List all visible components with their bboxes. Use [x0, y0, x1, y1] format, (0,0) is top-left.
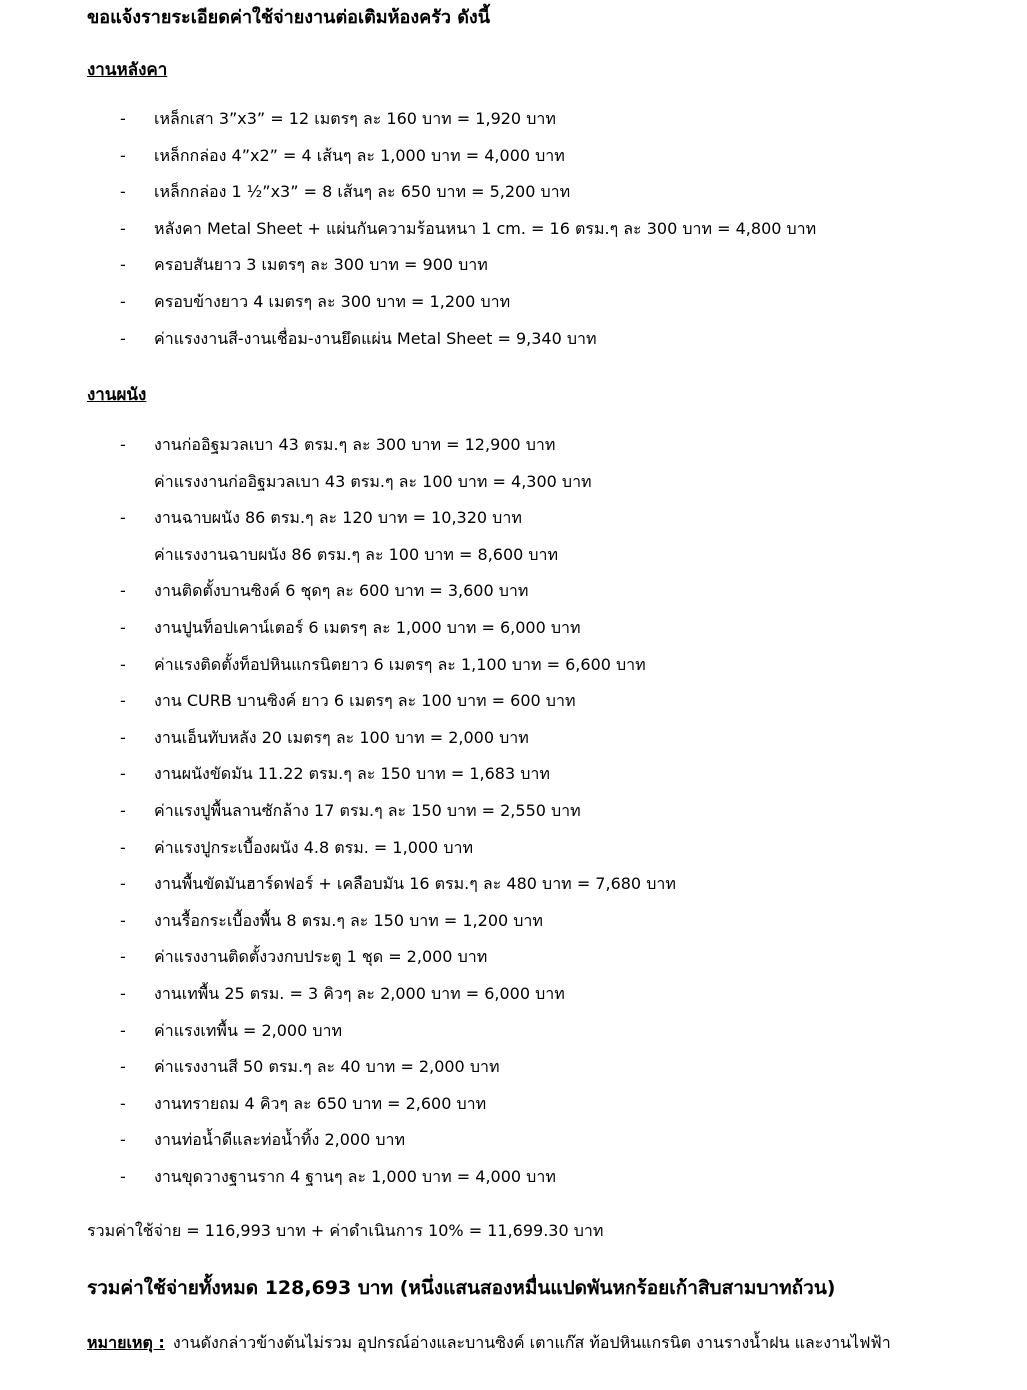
list-item-text: ค่าแรงงานก่ออิฐมวลเบา 43 ตรม.ๆ ละ 100 บาท = 4,300 บาท	[154, 471, 592, 491]
bullet-dash: -	[120, 255, 126, 275]
bullet-dash: -	[120, 218, 126, 238]
bullet-dash: -	[120, 654, 126, 674]
list-item-text: งาน CURB บานซิงค์ ยาว 6 เมตรๆ ละ 100 บาท = 600 บาท	[154, 691, 576, 711]
list-item-text: เหล็กกล่อง 1 ½”x3” = 8 เส้นๆ ละ 650 บาท = 5,200 บาท	[154, 182, 571, 202]
list-item-text: ค่าแรงเทพื้น = 2,000 บาท	[154, 1020, 343, 1040]
list-item-text: งานรื้อกระเบื้องพื้น 8 ตรม.ๆ ละ 150 บาท = 1,200 บาท	[154, 910, 543, 930]
bullet-dash: -	[120, 1057, 126, 1077]
bullet-dash: -	[120, 983, 126, 1003]
list-item-text: ครอบสันยาว 3 เมตรๆ ละ 300 บาท = 900 บาท	[154, 255, 488, 275]
list-item-text: งานปูนท็อปเคาน์เตอร์ 6 เมตรๆ ละ 1,000 บาท = 6,000 บาท	[154, 617, 581, 637]
bullet-dash: -	[120, 182, 126, 202]
list-item-text: งานเทพื้น 25 ตรม. = 3 คิวๆ ละ 2,000 บาท = 6,000 บาท	[154, 983, 565, 1003]
bullet-dash: -	[120, 947, 126, 967]
list-item-text: ค่าแรงงานสี 50 ตรม.ๆ ละ 40 บาท = 2,000 บาท	[154, 1057, 500, 1077]
bullet-dash: -	[120, 581, 126, 601]
bullet-dash: -	[120, 328, 126, 348]
remark-label: หมายเหตุ :	[87, 1333, 165, 1352]
list-item-text: เหล็กเสา 3”x3” = 12 เมตรๆ ละ 160 บาท = 1,920 บาท	[154, 109, 556, 128]
list-item-text: งานพื้นขัดมันฮาร์ดฟอร์ + เคลือบมัน 16 ตรม.ๆ ละ 480 บาท = 7,680 บาท	[154, 874, 676, 894]
bullet-dash: -	[120, 800, 126, 820]
list-item-text: หลังคา Metal Sheet + แผ่นกันความร้อนหนา 1 cm. = 16 ตรม.ๆ ละ 300 บาท = 4,800 บาท	[154, 218, 817, 238]
list-item-text: งานเอ็นทับหลัง 20 เมตรๆ ละ 100 บาท = 2,000 บาท	[154, 727, 529, 747]
list-item-text: ค่าแรงติดตั้งท็อปหินแกรนิตยาว 6 เมตรๆ ละ 1,100 บาท = 6,600 บาท	[154, 654, 646, 674]
list-item-text: เหล็กกล่อง 4”x2” = 4 เส้นๆ ละ 1,000 บาท = 4,000 บาท	[154, 145, 565, 165]
list-item-text: ครอบข้างยาว 4 เมตรๆ ละ 300 บาท = 1,200 บาท	[154, 291, 511, 311]
remark-text: งานดังกล่าวข้างต้นไม่รวม อุปกรณ์อ่างและบานซิงค์ เตาแก๊ส ท้อปหินแกรนิต งานรางน้ำฝน และงานไฟฟ้า	[172, 1333, 891, 1352]
list-item-text: ค่าแรงงานติดตั้งวงกบประตู 1 ชุด = 2,000 บาท	[154, 947, 488, 967]
list-item-text: งานท่อน้ำดีและท่อน้ำทิ้ง 2,000 บาท	[154, 1130, 406, 1150]
list-item-text: งานก่ออิฐมวลเบา 43 ตรม.ๆ ละ 300 บาท = 12,900 บาท	[154, 435, 556, 454]
bullet-dash: -	[120, 1130, 126, 1150]
bullet-dash: -	[120, 109, 126, 128]
list-item-text: ค่าแรงงานฉาบผนัง 86 ตรม.ๆ ละ 100 บาท = 8,600 บาท	[154, 544, 559, 564]
bullet-dash: -	[120, 764, 126, 784]
list-item-text: งานทรายถม 4 คิวๆ ละ 650 บาท = 2,600 บาท	[154, 1093, 487, 1113]
bullet-dash: -	[120, 691, 126, 711]
remark	[87, 1331, 891, 1356]
list-item-text: ค่าแรงปูกระเบื้องผนัง 4.8 ตรม. = 1,000 บาท	[154, 837, 473, 857]
bullet-dash: -	[120, 727, 126, 747]
bullet-dash: -	[120, 508, 126, 528]
bullet-dash: -	[120, 435, 126, 454]
intro-heading: ขอแจ้งรายระเอียดค่าใช้จ่ายงานต่อเติมห้องครัว ดังนี้	[87, 7, 491, 28]
bullet-dash: -	[120, 291, 126, 311]
list-item-text: งานติดตั้งบานซิงค์ 6 ชุดๆ ละ 600 บาท = 3,600 บาท	[154, 581, 529, 601]
bullet-dash: -	[120, 1093, 126, 1113]
bullet-dash: -	[120, 1166, 126, 1186]
bullet-dash: -	[120, 910, 126, 930]
bullet-dash: -	[120, 617, 126, 637]
list-item-text: ค่าแรงปูพื้นลานซักล้าง 17 ตรม.ๆ ละ 150 บาท = 2,550 บาท	[154, 800, 581, 820]
grand-total: รวมค่าใช้จ่ายทั้งหมด 128,693 บาท (หนึ่งแสนสองหมื่นแปดพันหกร้อยเก้าสิบสามบาทถ้วน)	[87, 1277, 836, 1299]
list-item-text: งานผนังขัดมัน 11.22 ตรม.ๆ ละ 150 บาท = 1,683 บาท	[154, 764, 550, 784]
bullet-dash: -	[120, 1020, 126, 1040]
list-item-text: งานขุดวางฐานราก 4 ฐานๆ ละ 1,000 บาท = 4,000 บาท	[154, 1166, 556, 1186]
roof-section-heading: งานหลังคา	[87, 60, 168, 80]
bullet-dash: -	[120, 837, 126, 857]
bullet-dash: -	[120, 145, 126, 165]
list-item-text: งานฉาบผนัง 86 ตรม.ๆ ละ 120 บาท = 10,320 บาท	[154, 508, 522, 528]
cost-summary: รวมค่าใช้จ่าย = 116,993 บาท + ค่าดำเนินการ 10% = 11,699.30 บาท	[87, 1221, 604, 1240]
wall-section-heading: งานผนัง	[87, 385, 147, 405]
list-item-text: ค่าแรงงานสี-งานเชื่อม-งานยึดแผ่น Metal Sheet = 9,340 บาท	[154, 328, 597, 348]
bullet-dash: -	[120, 874, 126, 894]
